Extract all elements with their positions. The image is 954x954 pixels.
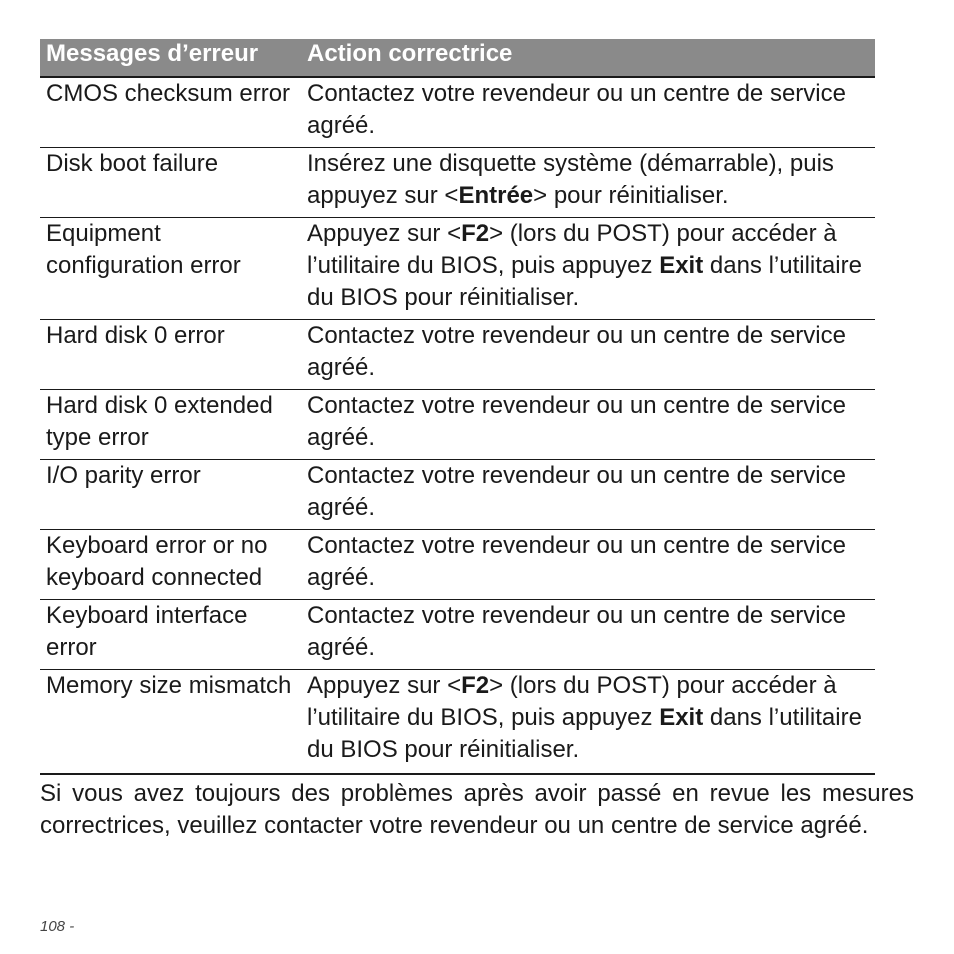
table-row <box>40 320 875 390</box>
corrective-action-cell <box>301 320 875 390</box>
key-name: F2 <box>461 672 490 699</box>
header-messages: Messages d’erreur <box>40 39 301 77</box>
error-message-cell: Keyboard interface error <box>40 600 301 670</box>
action-text: Contactez votre revendeur ou un centre de service agréé. <box>307 80 846 139</box>
action-text: > pour réinitialiser. <box>533 182 729 209</box>
key-name: F2 <box>461 220 490 247</box>
table-row <box>40 77 875 148</box>
corrective-action-cell <box>301 218 875 320</box>
error-message-cell: Hard disk 0 error <box>40 320 301 390</box>
error-messages-table <box>40 39 875 775</box>
corrective-action-cell <box>301 77 875 148</box>
table-row <box>40 148 875 218</box>
action-text: dans l’utilitaire du BIOS pour réinitialiser. <box>307 252 862 311</box>
action-text: Appuyez sur < <box>307 220 462 247</box>
error-message-cell: CMOS checksum error <box>40 77 301 148</box>
corrective-action-cell <box>301 460 875 530</box>
corrective-action-cell <box>301 390 875 460</box>
error-message-cell: I/O parity error <box>40 460 301 530</box>
action-text: dans l’utilitaire du BIOS pour réinitialiser. <box>307 704 862 763</box>
action-text: Insérez une disquette système (démarrable), puis appuyez sur < <box>307 150 834 209</box>
table-row <box>40 460 875 530</box>
corrective-action-cell <box>301 148 875 218</box>
table-row <box>40 600 875 670</box>
key-name: Entrée <box>458 182 534 209</box>
action-text: Contactez votre revendeur ou un centre de service agréé. <box>307 462 846 521</box>
corrective-action-cell <box>301 530 875 600</box>
action-text: > (lors du POST) pour accéder à l’utilitaire du BIOS, puis appuyez <box>307 220 837 279</box>
table-row <box>40 218 875 320</box>
error-message-cell: Memory size mismatch <box>40 670 301 775</box>
error-message-cell: Disk boot failure <box>40 148 301 218</box>
table-header-row <box>40 39 875 77</box>
table-row <box>40 530 875 600</box>
action-text: Contactez votre revendeur ou un centre de service agréé. <box>307 532 846 591</box>
error-message-cell: Hard disk 0 extended type error <box>40 390 301 460</box>
error-message-cell: Equipment configuration error <box>40 218 301 320</box>
action-text: Contactez votre revendeur ou un centre de service agréé. <box>307 602 846 661</box>
key-name: Exit <box>659 252 704 279</box>
corrective-action-cell <box>301 600 875 670</box>
page-number: 108 - <box>40 918 75 935</box>
action-text: > (lors du POST) pour accéder à l’utilitaire du BIOS, puis appuyez <box>307 672 837 731</box>
closing-paragraph: Si vous avez toujours des problèmes après avoir passé en revue les mesures correctrices, veuillez contacter votre revendeur ou un centre de service agréé. <box>40 780 914 839</box>
key-name: Exit <box>659 704 704 731</box>
table-row <box>40 670 875 775</box>
header-action: Action correctrice <box>301 39 875 77</box>
error-message-cell: Keyboard error or no keyboard connected <box>40 530 301 600</box>
corrective-action-cell <box>301 670 875 775</box>
action-text: Contactez votre revendeur ou un centre de service agréé. <box>307 322 846 381</box>
table-row <box>40 390 875 460</box>
action-text: Appuyez sur < <box>307 672 462 699</box>
action-text: Contactez votre revendeur ou un centre de service agréé. <box>307 392 846 451</box>
table-body <box>40 77 875 774</box>
